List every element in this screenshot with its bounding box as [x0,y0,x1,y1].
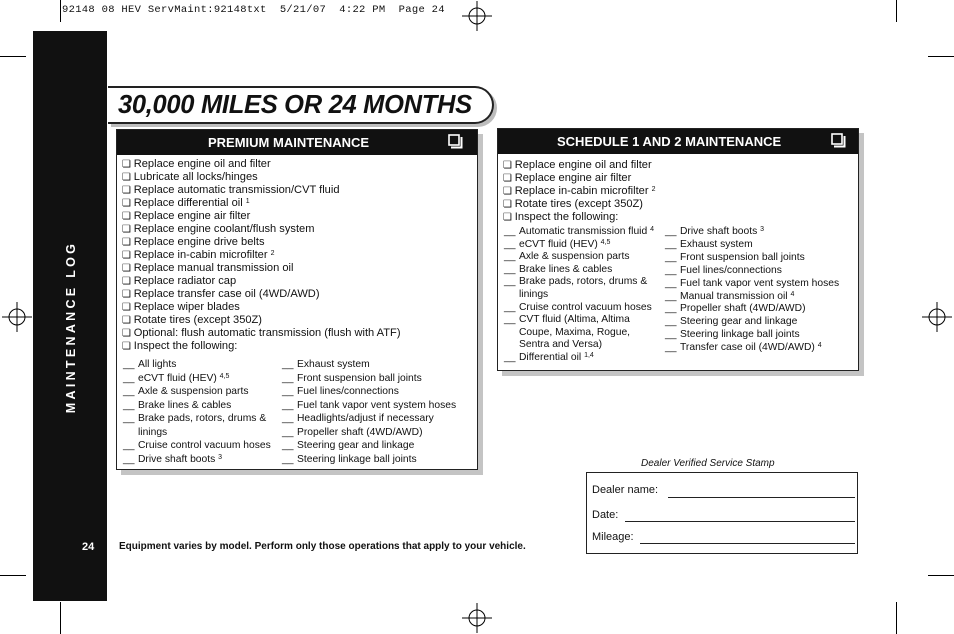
inspect-item: __ Brake pads, rotors, drums & [504,276,654,289]
inspect-item: __ Exhaust system [282,358,456,372]
date-label: Date: [592,509,619,521]
title-banner [108,86,494,124]
list-item: ❏ Rotate tires (except 350Z) [503,198,656,211]
crop-mark [928,56,954,57]
dealer-stamp-box [586,472,858,554]
inspect-item-continuation: Coupe, Maxima, Rogue, [519,326,631,338]
schedule-task-list [503,159,656,224]
premium-maintenance-box [116,129,478,470]
list-item: ❏ Replace in-cabin microfilter $^2$ [122,249,401,262]
inspect-item: __ All lights [123,358,271,372]
inspect-item: __ eCVT fluid (HEV) $^{4,5}$ [123,372,271,386]
inspect-item: __ Drive shaft boots $^3$ [123,453,271,467]
schedule-inspect-left [504,226,654,365]
list-item: ❏ Inspect the following: [122,340,401,353]
crop-mark [0,575,26,576]
schedule-inspect-right [665,226,839,355]
inspect-item-continuation: linings [519,288,549,300]
inspect-item: __ Brake lines & cables [123,399,271,413]
crop-mark [928,575,954,576]
list-item: ❏ Replace in-cabin microfilter $^2$ [503,185,656,198]
list-item: ❏ Replace differential oil $^1$ [122,197,401,210]
schedule-maintenance-box [497,128,859,371]
inspect-item: __ CVT fluid (Altima, Altima [504,314,654,327]
sidebar-label: MAINTENANCE LOG [64,240,78,414]
date-field[interactable] [625,521,855,522]
schedule-maintenance-header [498,129,858,154]
premium-inspect-left [123,358,271,466]
inspect-item: __ Drive shaft boots $^3$ [665,226,839,239]
inspect-item: __ Automatic transmission fluid $^4$ [504,226,654,239]
inspect-item: __ Front suspension ball joints [282,372,456,386]
crop-mark [60,602,61,634]
registration-mark-icon [922,302,952,332]
list-item: ❏ Lubricate all locks/hinges [122,171,401,184]
list-item: ❏ Optional: flush automatic transmission (flush with ATF) [122,327,401,340]
inspect-item: __ Fuel tank vapor vent system hoses [665,278,839,291]
inspect-item: __ Propeller shaft (4WD/AWD) [282,426,456,440]
printer-slug: 92148 08 HEV ServMaint:92148txt 5/21/07 4:22 PM Page 24 [62,4,445,16]
inspect-item: __ Headlights/adjust if necessary [282,412,456,426]
registration-mark-icon [462,603,492,633]
inspect-item: __ Cruise control vacuum hoses [123,439,271,453]
list-item: ❏ Replace manual transmission oil [122,262,401,275]
inspect-item: __ Steering gear and linkage [282,439,456,453]
crop-mark [896,602,897,634]
list-item: ❏ Replace engine air filter [503,172,656,185]
page-number: 24 [82,541,95,553]
list-item: ❏ Replace engine coolant/flush system [122,223,401,236]
mileage-field[interactable] [640,543,855,544]
inspect-item: __ Manual transmission oil $^4$ [665,291,839,304]
inspect-item: __ Steering linkage ball joints [282,453,456,467]
mileage-label: Mileage: [592,531,634,543]
dealer-name-field[interactable] [668,497,855,498]
premium-maintenance-header [117,130,477,155]
inspect-item: __ Propeller shaft (4WD/AWD) [665,303,839,316]
list-item: ❏ Replace automatic transmission/CVT fluid [122,184,401,197]
inspect-item: __ Fuel lines/connections [665,265,839,278]
premium-task-list [122,158,401,353]
list-item: ❏ Replace wiper blades [122,301,401,314]
list-item: ❏ Inspect the following: [503,211,656,224]
inspect-item: __ Fuel tank vapor vent system hoses [282,399,456,413]
dealer-name-label: Dealer name: [592,484,659,496]
schedule-maintenance-heading: SCHEDULE 1 AND 2 MAINTENANCE [557,134,782,149]
inspect-item: __ Transfer case oil (4WD/AWD) $^4$ [665,342,839,355]
list-item: ❏ Replace transfer case oil (4WD/AWD) [122,288,401,301]
registration-mark-icon [462,1,492,31]
inspect-item-continuation: Sentra and Versa) [519,339,602,351]
inspect-item: __ Axle & suspension parts [504,251,654,264]
inspect-item: __ Fuel lines/connections [282,385,456,399]
list-item: ❏ Replace radiator cap [122,275,401,288]
list-item: ❏ Replace engine air filter [122,210,401,223]
inspect-item: __ Brake lines & cables [504,264,654,277]
crop-mark [60,0,61,22]
premium-inspect-right [282,358,456,466]
inspect-item-continuation: linings [138,426,168,438]
crop-mark [0,56,26,57]
inspect-item: __ Cruise control vacuum hoses [504,302,654,315]
inspect-item: __ Differential oil $^{1,4}$ [504,352,654,365]
crop-mark [896,0,897,22]
list-item: ❏ Replace engine oil and filter [503,159,656,172]
inspect-item: __ eCVT fluid (HEV) $^{4,5}$ [504,239,654,252]
registration-mark-icon [2,302,32,332]
inspect-item: __ Steering linkage ball joints [665,329,839,342]
checkbox-icon [831,133,846,148]
inspect-item: __ Front suspension ball joints [665,252,839,265]
equipment-note: Equipment varies by model. Perform only those operations that apply to your vehicle. [119,541,526,552]
inspect-item: __ Brake pads, rotors, drums & [123,412,271,426]
list-item: ❏ Replace engine oil and filter [122,158,401,171]
premium-maintenance-heading: PREMIUM MAINTENANCE [208,135,370,150]
inspect-item: __ Steering gear and linkage [665,316,839,329]
page-title: 30,000 MILES OR 24 MONTHS [118,91,472,119]
stamp-title: Dealer Verified Service Stamp [641,458,775,469]
inspect-item: __ Exhaust system [665,239,839,252]
checkbox-icon [448,134,463,149]
inspect-item: __ Axle & suspension parts [123,385,271,399]
list-item: ❏ Rotate tires (except 350Z) [122,314,401,327]
list-item: ❏ Replace engine drive belts [122,236,401,249]
